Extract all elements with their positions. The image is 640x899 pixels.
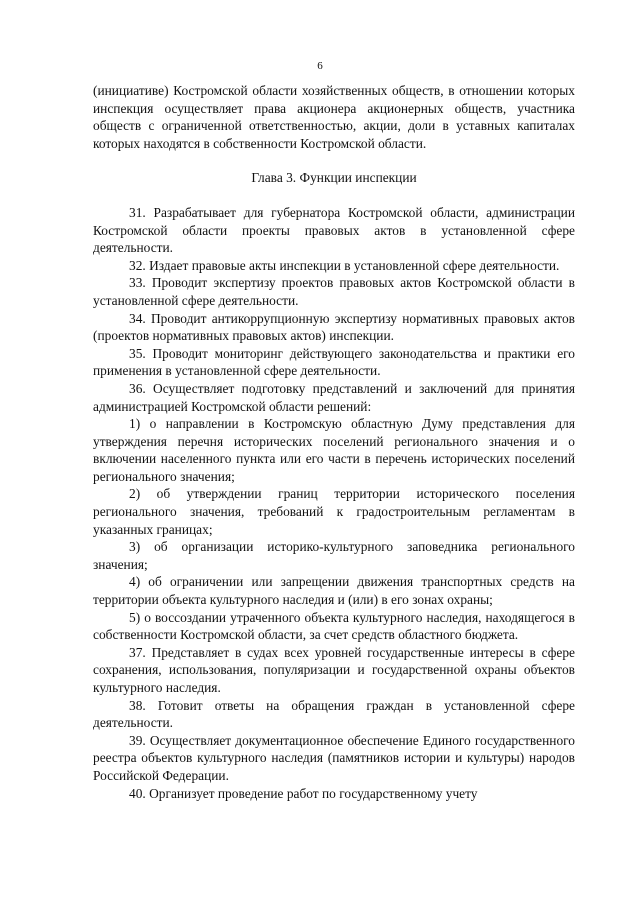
paragraph-36-item-3: 3) об организации историко-культурного заповедника регионального значения;	[93, 539, 575, 572]
paragraph-36-item-5: 5) о воссоздании утраченного объекта культурного наследия, находящегося в собственности Костромской области, за счет средств областного бюджета.	[93, 609, 575, 643]
paragraph-36-item-2: 2) об утверждении границ территории исторического поселения регионального значения, требований к градостроительным регламентам в указанных границах;	[93, 486, 575, 537]
paragraph-37: 37. Представляет в судах всех уровней государственные интересы в сфере сохранения, использования, популяризации и государственной охраны объектов культурного наследия.	[93, 644, 575, 695]
paragraph-36-item-4: 4) об ограничении или запрещении движения транспортных средств на территории объекта культурного наследия и (или) в его зонах охраны;	[93, 574, 575, 608]
paragraph-38: 38. Готовит ответы на обращения граждан в установленной сфере деятельности.	[93, 697, 575, 731]
paragraph-40: 40. Организует проведение работ по государственному учету	[129, 785, 478, 801]
page-number: 6	[317, 60, 323, 72]
paragraph-34: 34. Проводит антикоррупционную экспертизу нормативных правовых актов (проектов нормативных правовых актов) инспекции.	[93, 310, 575, 344]
document-body	[93, 82, 575, 802]
paragraph-36-item-1: 1) о направлении в Костромскую областную Думу представления для утверждения перечня исторических поселений регионального значения и о включении населенного пункта или его части в перечень исторических поселений регионального значения;	[93, 416, 575, 484]
opening-paragraph: (инициативе) Костромской области хозяйственных обществ, в отношении которых инспекция осуществляет права акционера акционерных обществ, участника обществ с ограниченной ответственностью, акции, доли в уставных капиталах которых находятся в собственности Костромской области.	[93, 83, 575, 151]
paragraph-32: 32. Издает правовые акты инспекции в установленной сфере деятельности.	[129, 257, 560, 273]
chapter-heading: Глава 3. Функции инспекции	[251, 170, 417, 186]
paragraph-35: 35. Проводит мониторинг действующего законодательства и практики его применения в установленной сфере деятельности.	[93, 345, 575, 379]
paragraph-31: 31. Разрабатывает для губернатора Костромской области, администрации Костромской области проекты правовых актов в установленной сфере деятельности.	[93, 204, 575, 256]
paragraph-39: 39. Осуществляет документационное обеспечение Единого государственного реестра объектов культурного наследия (памятников истории и культуры) народов Российской Федерации.	[93, 732, 575, 783]
paragraph-33: 33. Проводит экспертизу проектов правовых актов Костромской области в установленной сфере деятельности.	[93, 275, 575, 308]
paragraph-36: 36. Осуществляет подготовку представлений и заключений для принятия администрацией Костромской области решений:	[93, 380, 575, 414]
